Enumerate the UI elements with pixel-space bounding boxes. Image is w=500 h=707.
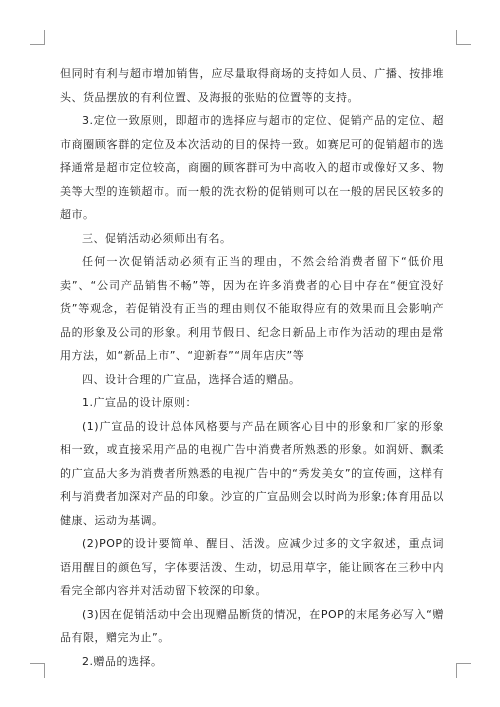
- paragraph: (2)POP的设计要简单、醒目、活泼。应减少过多的文字叙述，重点词语用醒目的颜色写，字体要活泼、生动，切忌用草字，能让顾客在三秒中内看完全部内容并对活动留下较深的印象。: [60, 537, 444, 597]
- paragraph: (3)因在促销活动中会出现赠品断货的情况，在POP的末尾务必写入“赠品有限，赠完为止”。: [60, 607, 444, 644]
- section-heading: 四、设计合理的广宣品，选择合适的赠品。: [82, 372, 301, 386]
- section-heading: 三、促销活动必须师出有名。: [82, 231, 232, 245]
- paragraph: 3.定位一致原则，即超市的选择应与超市的定位、促销产品的定位、超市商圈顾客群的定位及本次活动的目的保持一致。如赛尼可的促销超市的选择通常是超市定位较高，商圈的顾客群可为中高收入的超市或像好又多、物美等大型的连锁超市。而一般的洗衣粉的促销则可以在一般的居民区较多的超市。: [60, 114, 444, 221]
- crop-mark-top-left: [30, 30, 45, 45]
- document-body: [60, 62, 444, 673]
- subsection-heading: 2.赠品的选择。: [82, 654, 163, 668]
- paragraph: (1)广宣品的设计总体风格要与产品在顾客心目中的形象和厂家的形象相一致，或直接采用产品的电视广告中消费者所熟悉的形象。如润妍、飘柔的广宣品大多为消费者所熟悉的电视广告中的“秀发美女”的宣传画，这样有利与消费者加深对产品的印象。沙宣的广宣品则会以时尚为形象;体育用品以健康、运动为基调。: [60, 419, 444, 527]
- subsection-heading: 1.广宣品的设计原则：: [82, 396, 197, 409]
- paragraph: 任何一次促销活动必须有正当的理由，不然会给消费者留下“低价甩卖”、“公司产品销售不畅”等，因为在许多消费者的心目中存在“便宜没好货”等观念，若促销没有正当的理由则仅不能取得应有的效果而且会影响产品的形象及公司的形象。利用节假日、纪念日新品上市作为活动的理由是常用方法，如“新品上市”、“迎新春”“周年店庆”等: [60, 255, 444, 362]
- crop-mark-top-right: [456, 30, 471, 45]
- paragraph: 但同时有利与超市增加销售，应尽量取得商场的支持如人员、广播、按排堆头、货品摆放的有利位置、及海报的张贴的位置等的支持。: [60, 67, 444, 104]
- crop-mark-bottom-left: [30, 663, 45, 678]
- crop-mark-bottom-right: [456, 663, 471, 678]
